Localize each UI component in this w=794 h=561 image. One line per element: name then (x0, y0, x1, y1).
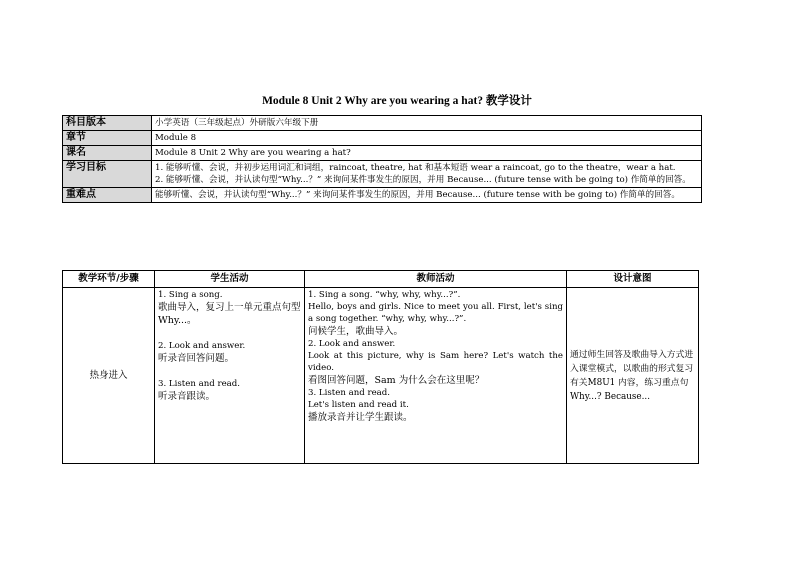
plan-row-warmup (63, 288, 699, 464)
student-step-3: 3. Listen and read. (158, 379, 241, 389)
goals-row (63, 161, 702, 188)
goal-1: 1. 能够听懂、会说，并初步运用词汇和词组，raincoat, theatre, hat 和基本短语 wear a raincoat, go to the theatre，wear a hat. (155, 163, 676, 173)
student-step-3-desc: 听录音跟读。 (158, 391, 216, 402)
chapter-label: 章节 (63, 131, 152, 146)
plan-header-row (63, 271, 699, 288)
chapter-row (63, 131, 702, 146)
key-label: 重难点 (63, 188, 152, 203)
key-row (63, 188, 702, 203)
teacher-step-1-script: Hello, boys and girls. Nice to meet you all. First, let's sing a song together. “why, why, why...?”. (308, 302, 563, 324)
chapter-value: Module 8 (152, 131, 702, 146)
document-title: Module 8 Unit 2 Why are you wearing a hat? 教学设计 (262, 95, 532, 107)
teacher-step-3: 3. Listen and read. (308, 388, 391, 398)
teaching-plan-table (62, 270, 699, 464)
student-step-2: 2. Look and answer. (158, 341, 246, 351)
student-step-2-desc: 听录音回答问题。 (158, 353, 235, 364)
goal-2: 2. 能够听懂、会说，并认读句型“Why...？” 来询问某件事发生的原因，并用 Because... (future tense with be going to) 作简单的回答。 (155, 175, 691, 185)
goals-label: 学习目标 (63, 161, 152, 188)
teacher-step-2-desc: 看图回答问题，Sam 为什么会在这里呢？ (308, 375, 485, 386)
teacher-step-2-script: Look at this picture, why is Sam here? Let's watch the video. (308, 351, 563, 373)
subject-value: 小学英语（三年级起点）外研版六年级下册 (152, 116, 702, 131)
design-intent-cell: 通过师生回答及歌曲导入方式进入课堂模式，以歌曲的形式复习有关M8U1 内容，练习重点句 Why...? Because... (567, 288, 699, 464)
teacher-activity-cell (305, 288, 567, 464)
lesson-value: Module 8 Unit 2 Why are you wearing a hat? (152, 146, 702, 161)
teacher-step-1-desc: 问候学生，歌曲导入。 (308, 326, 404, 337)
header-design: 设计意图 (567, 271, 699, 288)
lesson-row (63, 146, 702, 161)
header-teacher: 教师活动 (305, 271, 567, 288)
student-step-1-desc: 歌曲导入，复习上一单元重点句型 Why...。 (158, 302, 301, 326)
header-stage: 教学环节/步骤 (63, 271, 155, 288)
student-step-1: 1. Sing a song. (158, 290, 223, 300)
teacher-step-3-script: Let's listen and read it. (308, 400, 409, 410)
lesson-label: 课名 (63, 146, 152, 161)
lesson-info-table (62, 115, 702, 203)
teacher-step-1: 1. Sing a song. “why, why, why...?”. (308, 290, 461, 300)
subject-label: 科目版本 (63, 116, 152, 131)
teacher-step-3-desc: 播放录音并让学生跟读。 (308, 412, 413, 423)
goals-value (152, 161, 702, 188)
stage-cell: 热身进入 (63, 288, 155, 464)
subject-row (63, 116, 702, 131)
teacher-step-2: 2. Look and answer. (308, 339, 396, 349)
key-value: 能够听懂、会说，并认读句型“Why...？” 来询问某件事发生的原因，并用 Because... (future tense with be going to) 作简单的回答。 (152, 188, 702, 203)
student-activity-cell (155, 288, 305, 464)
header-student: 学生活动 (155, 271, 305, 288)
